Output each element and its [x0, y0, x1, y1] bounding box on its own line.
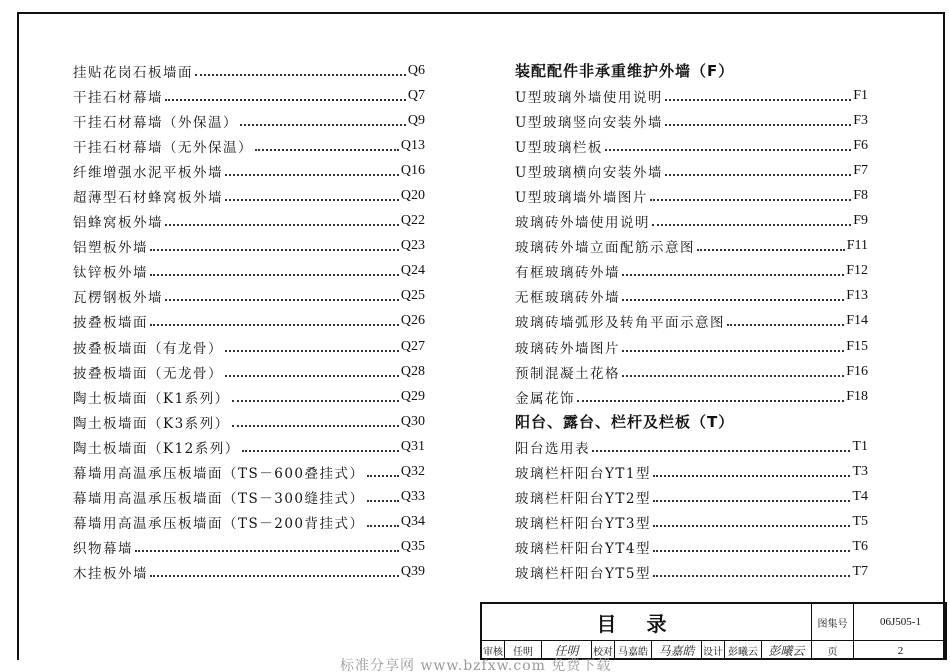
leader-dots	[195, 74, 406, 76]
entry-label: 木挂板外墙	[73, 566, 148, 583]
leader-dots	[653, 475, 850, 477]
toc-entry	[73, 560, 425, 585]
leader-dots	[232, 425, 399, 427]
designer-signature: 彭曦云	[762, 641, 812, 660]
toc-entry	[73, 58, 425, 83]
entry-label: U型玻璃横向安装外墙	[515, 164, 663, 181]
toc-entry	[515, 108, 868, 133]
toc-entry	[515, 284, 868, 309]
page-title: 目录	[482, 604, 812, 641]
entry-page: F7	[853, 162, 868, 178]
entry-label: 玻璃栏杆阳台YT4型	[515, 541, 652, 558]
entry-page: Q30	[400, 413, 425, 429]
leader-dots	[653, 525, 850, 527]
toc-entry	[73, 83, 425, 108]
entry-label: 幕墙用高温承压板墙面（TS－600叠挂式）	[73, 466, 365, 483]
entry-label: 阳台、露台、栏杆及栏板（T）	[515, 413, 735, 432]
leader-dots	[165, 299, 399, 301]
toc-entry	[73, 535, 425, 560]
toc-entry	[73, 309, 425, 334]
toc-entry	[515, 133, 868, 158]
entry-label: 干挂石材幕墙（无外保温）	[73, 139, 253, 156]
toc-right-column	[515, 58, 868, 585]
toc-entry	[73, 384, 425, 409]
toc-entry	[73, 183, 425, 208]
entry-label: 瓦楞钢板外墙	[73, 290, 163, 307]
entry-label: 阳台选用表	[515, 440, 590, 457]
toc-entry	[515, 259, 868, 284]
leader-dots	[653, 575, 850, 577]
toc-entry	[73, 510, 425, 535]
section-heading	[515, 58, 868, 83]
leader-dots	[225, 350, 399, 352]
toc-entry	[73, 158, 425, 183]
leader-dots	[665, 124, 851, 126]
toc-entry	[73, 234, 425, 259]
entry-page: Q35	[400, 539, 425, 555]
leader-dots	[653, 500, 850, 502]
page-label: 页	[812, 641, 854, 660]
entry-label: U型玻璃墙外墙图片	[515, 190, 648, 207]
entry-page: T3	[852, 464, 868, 480]
leader-dots	[577, 400, 844, 402]
leader-dots	[652, 224, 851, 226]
entry-label: 披叠板墙面	[73, 315, 148, 332]
entry-page: T5	[852, 514, 868, 530]
entry-page: Q39	[400, 564, 425, 580]
leader-dots	[165, 224, 399, 226]
entry-label: U型玻璃栏板	[515, 139, 603, 156]
toc-entry	[73, 209, 425, 234]
entry-page: F1	[853, 87, 868, 103]
entry-label: 挂贴花岗石板墙面	[73, 64, 193, 81]
entry-page: F13	[846, 288, 868, 304]
entry-label: 幕墙用高温承压板墙面（TS－200背挂式）	[73, 516, 365, 533]
designer-name: 彭曦云	[725, 641, 762, 660]
entry-page: Q31	[400, 438, 425, 454]
entry-page: F11	[846, 238, 868, 254]
toc-entry	[515, 434, 868, 459]
entry-page: Q29	[400, 388, 425, 404]
leader-dots	[622, 299, 844, 301]
toc-entry	[73, 485, 425, 510]
entry-page: T1	[852, 438, 868, 454]
leader-dots	[605, 149, 851, 151]
leader-dots	[592, 450, 850, 452]
entry-label: 超薄型石材蜂窝板外墙	[73, 190, 223, 207]
leader-dots	[150, 274, 399, 276]
leader-dots	[622, 350, 844, 352]
entry-page: F6	[853, 137, 868, 153]
leader-dots	[165, 99, 406, 101]
entry-page: Q27	[400, 338, 425, 354]
entry-page: F9	[853, 213, 868, 229]
entry-page: T6	[852, 539, 868, 555]
entry-page: Q34	[400, 514, 425, 530]
page-number: 2	[897, 644, 904, 657]
leader-dots	[135, 550, 399, 552]
toc-entry	[73, 460, 425, 485]
checker-signature: 马嘉皓	[652, 641, 702, 660]
toc-entry	[515, 334, 868, 359]
entry-page: Q33	[400, 489, 425, 505]
entry-label: 玻璃栏杆阳台YT2型	[515, 491, 652, 508]
leader-dots	[367, 475, 399, 477]
atlas-label: 图集号	[812, 604, 854, 641]
leader-dots	[150, 324, 399, 326]
entry-page: Q23	[400, 238, 425, 254]
toc-entry	[515, 209, 868, 234]
entry-label: 金属花饰	[515, 390, 575, 407]
entry-label: 玻璃栏杆阳台YT1型	[515, 466, 652, 483]
entry-label: 预制混凝土花格	[515, 365, 620, 382]
toc-left-column	[73, 58, 425, 585]
entry-label: 玻璃栏杆阳台YT5型	[515, 566, 652, 583]
leader-dots	[650, 199, 851, 201]
toc-entry	[73, 133, 425, 158]
leader-dots	[150, 249, 399, 251]
review-label: 审核	[482, 641, 505, 660]
entry-label: U型玻璃外墙使用说明	[515, 89, 663, 106]
entry-label: 玻璃砖外墙使用说明	[515, 215, 650, 232]
leader-dots	[622, 274, 844, 276]
toc-entry	[515, 183, 868, 208]
leader-dots	[665, 174, 851, 176]
entry-page: Q6	[407, 62, 425, 78]
entry-page: F14	[846, 313, 868, 329]
toc-entry	[515, 234, 868, 259]
entry-label: 玻璃砖外墙图片	[515, 340, 620, 357]
entry-label: 纤维增强水泥平板外墙	[73, 164, 223, 181]
section-heading	[515, 409, 868, 434]
entry-page: Q16	[400, 162, 425, 178]
toc-entry	[515, 158, 868, 183]
entry-page: Q32	[400, 464, 425, 480]
entry-label: 织物幕墙	[73, 541, 133, 558]
toc-entry	[73, 359, 425, 384]
toc-entry	[73, 284, 425, 309]
entry-label: U型玻璃竖向安装外墙	[515, 114, 663, 131]
entry-label: 干挂石材幕墙	[73, 89, 163, 106]
toc-entry	[515, 83, 868, 108]
leader-dots	[622, 375, 844, 377]
entry-page: Q13	[400, 137, 425, 153]
toc-entry	[515, 309, 868, 334]
entry-page: Q28	[400, 363, 425, 379]
entry-page: F15	[846, 338, 868, 354]
entry-label: 无框玻璃砖外墙	[515, 290, 620, 307]
leader-dots	[150, 575, 399, 577]
entry-page: F3	[853, 112, 868, 128]
entry-page: Q7	[407, 87, 425, 103]
design-label: 设计	[702, 641, 725, 660]
leader-dots	[255, 149, 399, 151]
entry-label: 幕墙用高温承压板墙面（TS－300缝挂式）	[73, 491, 365, 508]
entry-label: 玻璃砖墙弧形及转角平面示意图	[515, 315, 725, 332]
leader-dots	[240, 124, 406, 126]
entry-page: Q24	[400, 263, 425, 279]
toc-entry	[515, 485, 868, 510]
toc-entry	[515, 535, 868, 560]
entry-page: Q25	[400, 288, 425, 304]
entry-page: T7	[852, 564, 868, 580]
entry-label: 陶土板墙面（K12系列）	[73, 440, 240, 457]
entry-page: F16	[846, 363, 868, 379]
atlas-number: 06J505-1	[854, 604, 947, 641]
toc-entry	[515, 359, 868, 384]
leader-dots	[727, 324, 844, 326]
leader-dots	[665, 99, 851, 101]
entry-label: 装配配件非承重维护外墙（F）	[515, 62, 735, 81]
leader-dots	[225, 174, 399, 176]
entry-label: 铝蜂窝板外墙	[73, 215, 163, 232]
entry-label: 铝塑板外墙	[73, 240, 148, 257]
toc-entry	[515, 560, 868, 585]
leader-dots	[653, 550, 850, 552]
toc-entry	[73, 409, 425, 434]
toc-entry	[73, 334, 425, 359]
toc-entry	[73, 259, 425, 284]
leader-dots	[225, 199, 399, 201]
entry-page: Q26	[400, 313, 425, 329]
entry-label: 披叠板墙面（有龙骨）	[73, 340, 223, 357]
entry-label: 有框玻璃砖外墙	[515, 265, 620, 282]
reviewer-signature: 任明	[542, 641, 592, 660]
checker-name: 马嘉皓	[615, 641, 652, 660]
entry-page: F12	[846, 263, 868, 279]
reviewer-name: 任明	[505, 641, 542, 660]
entry-page: Q9	[407, 112, 425, 128]
entry-page: T4	[852, 489, 868, 505]
entry-label: 干挂石材幕墙（外保温）	[73, 114, 238, 131]
watermark: 标准分享网 www.bzfxw.com 免费下载	[340, 658, 612, 672]
leader-dots	[697, 249, 845, 251]
entry-label: 陶土板墙面（K1系列）	[73, 390, 230, 407]
entry-page: Q22	[400, 213, 425, 229]
toc-entry	[515, 384, 868, 409]
leader-dots	[367, 525, 399, 527]
check-label: 校对	[592, 641, 615, 660]
leader-dots	[225, 375, 399, 377]
entry-page: Q20	[400, 188, 425, 204]
entry-label: 钛锌板外墙	[73, 265, 148, 282]
entry-label: 陶土板墙面（K3系列）	[73, 415, 230, 432]
entry-label: 玻璃栏杆阳台YT3型	[515, 516, 652, 533]
title-block	[480, 602, 947, 660]
toc-entry	[515, 510, 868, 535]
toc-entry	[73, 108, 425, 133]
entry-page: F8	[853, 188, 868, 204]
leader-dots	[367, 500, 399, 502]
leader-dots	[232, 400, 399, 402]
toc-entry	[515, 460, 868, 485]
toc-entry	[73, 434, 425, 459]
leader-dots	[242, 450, 399, 452]
entry-page: F18	[846, 388, 868, 404]
entry-label: 披叠板墙面（无龙骨）	[73, 365, 223, 382]
entry-label: 玻璃砖外墙立面配筋示意图	[515, 240, 695, 257]
